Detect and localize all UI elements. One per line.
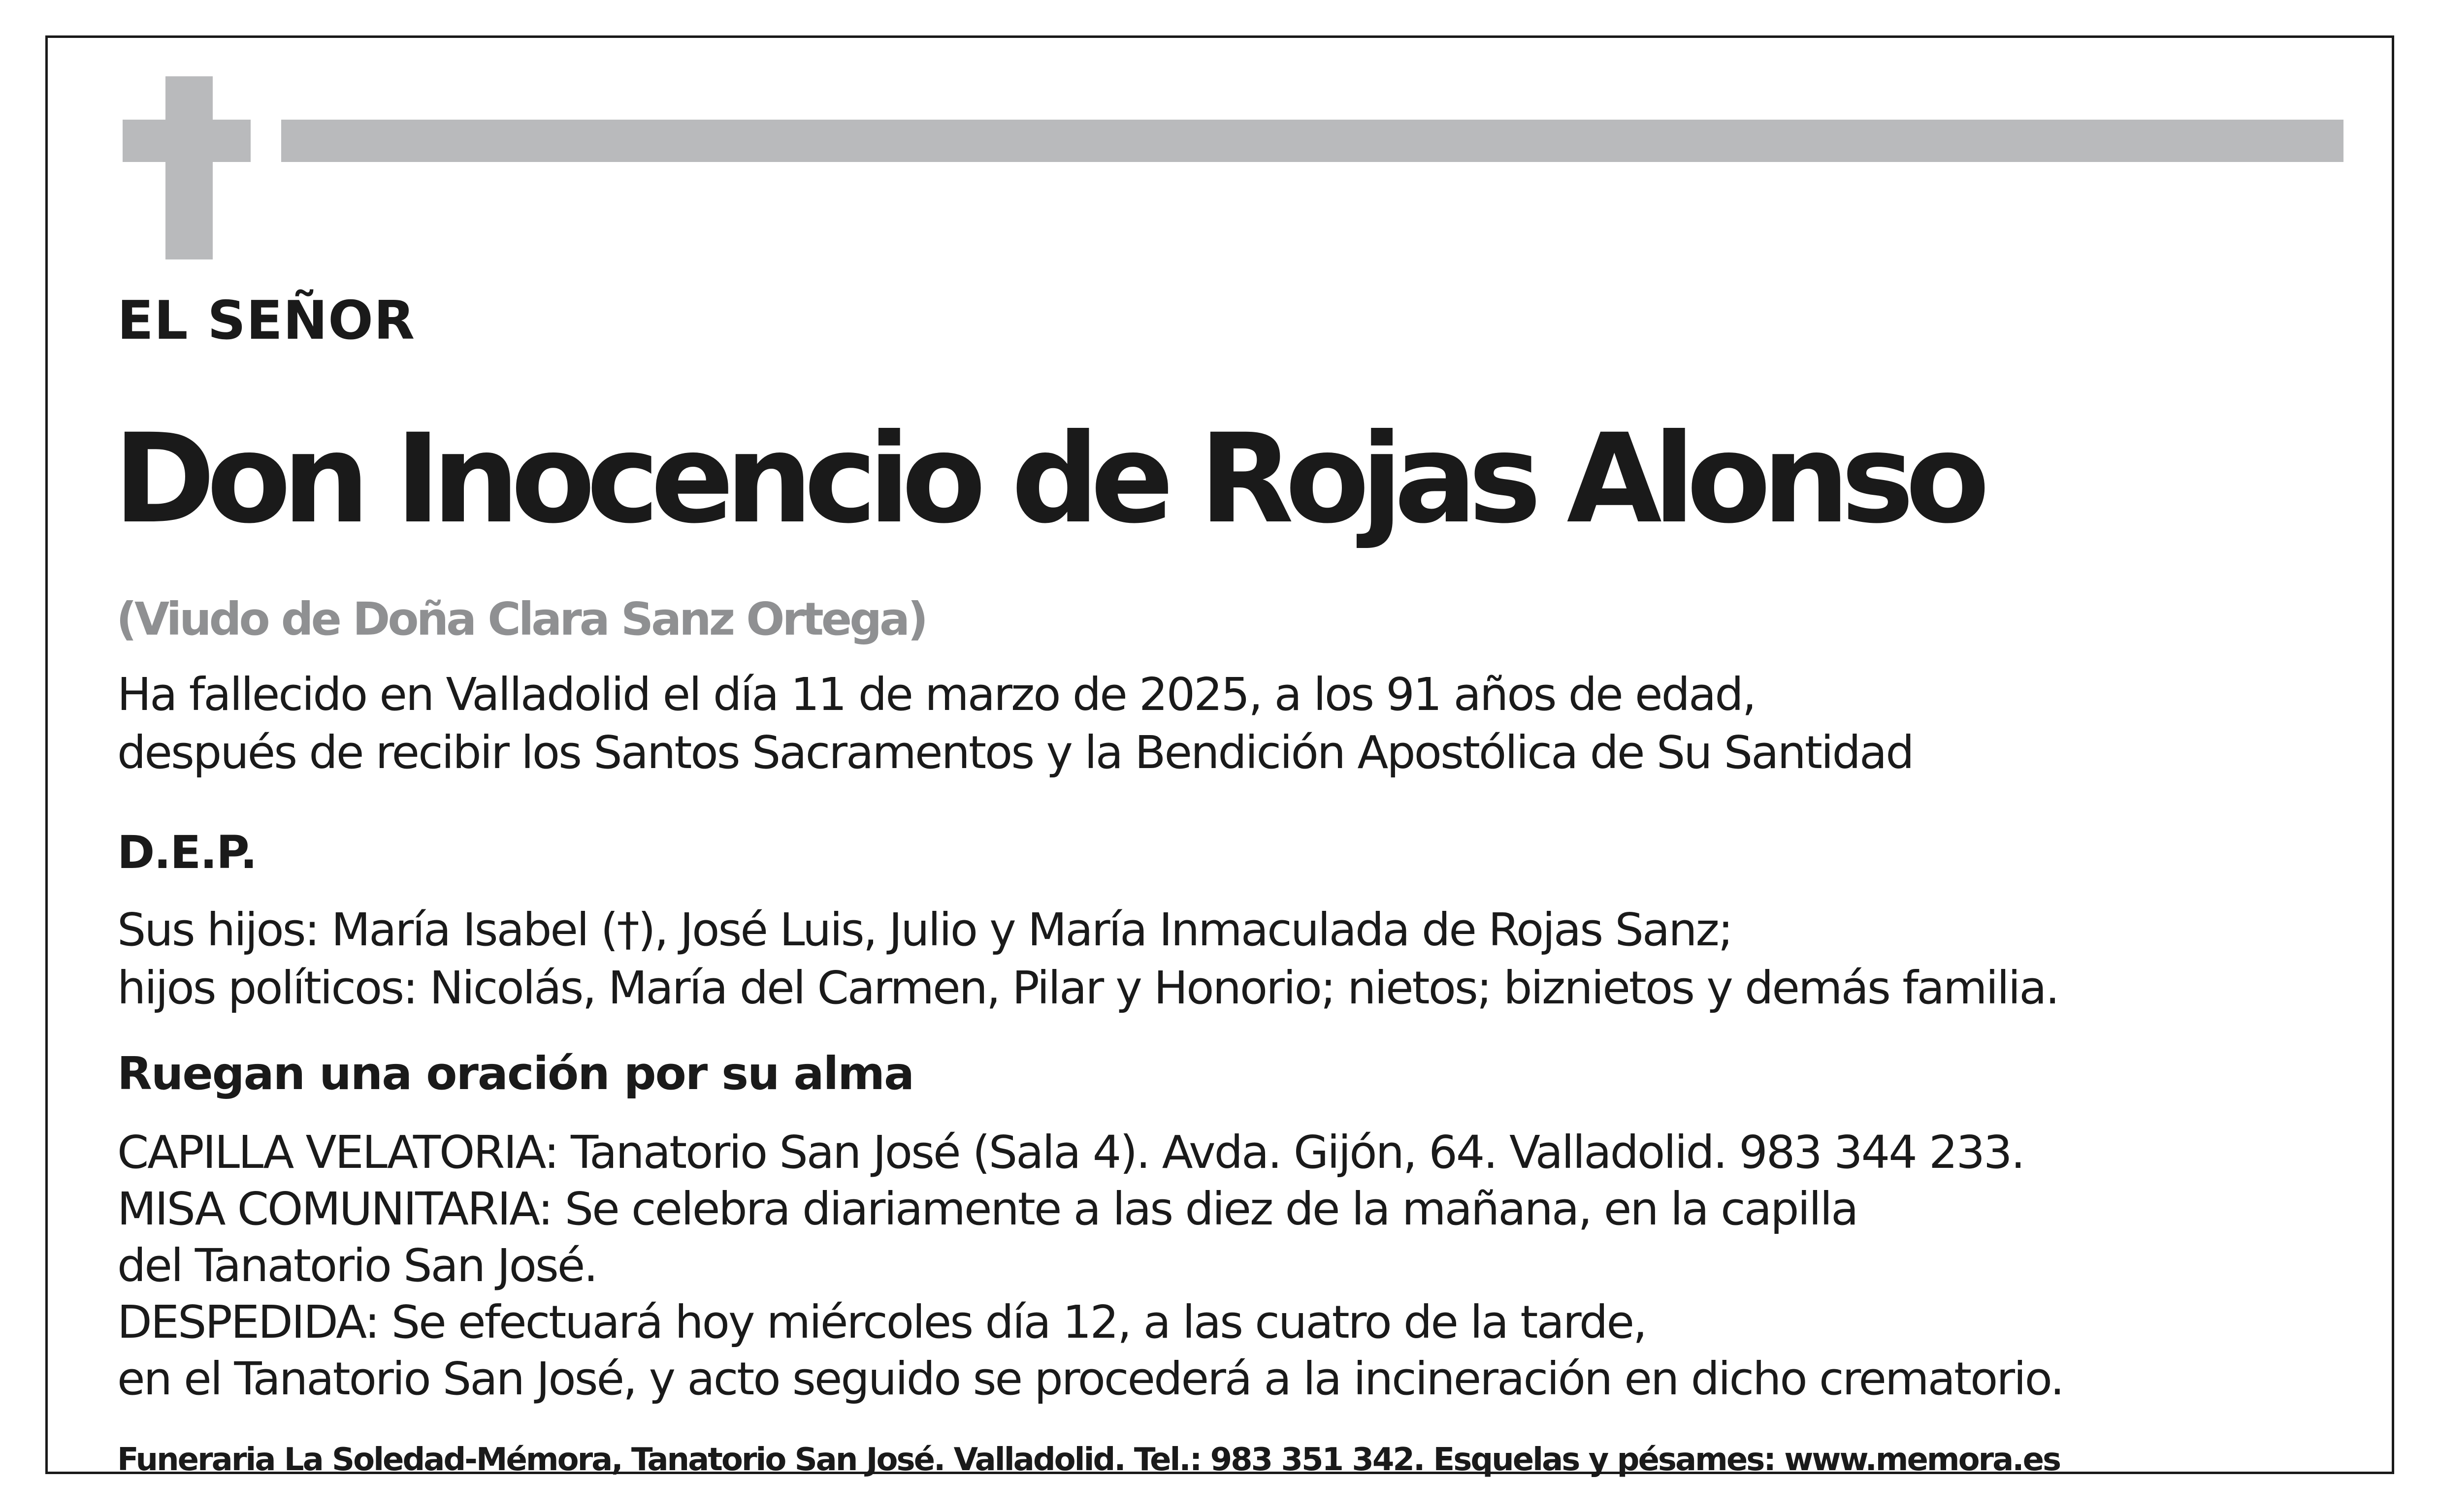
honorific: EL SEÑOR bbox=[117, 290, 416, 352]
deceased-name: Don Inocencio de Rojas Alonso bbox=[113, 407, 1981, 550]
widow-note: (Viudo de Doña Clara Sanz Ortega) bbox=[116, 593, 926, 645]
cross-icon bbox=[165, 76, 213, 259]
death-line: después de recibir los Santos Sacramentos y la Bendición Apostólica de Su Santidad bbox=[117, 726, 1913, 779]
header-rule bbox=[281, 120, 2343, 162]
service-line: en el Tanatorio San José, y acto seguido se procederá a la incineración en dicho crematorio. bbox=[117, 1352, 2063, 1405]
prayer-request: Ruegan una oración por su alma bbox=[117, 1047, 914, 1100]
death-line: Ha fallecido en Valladolid el día 11 de marzo de 2025, a los 91 años de edad, bbox=[117, 668, 1756, 721]
funeral-home-footer: Funeraria La Soledad-Mémora, Tanatorio San José. Valladolid. Tel.: 983 351 342. Esquelas y pésames: www.memora.es bbox=[117, 1442, 2060, 1478]
service-line: CAPILLA VELATORIA: Tanatorio San José (Sala 4). Avda. Gijón, 64. Valladolid. 983 344 233. bbox=[117, 1126, 2024, 1179]
service-line: MISA COMUNITARIA: Se celebra diariamente a las diez de la mañana, en la capilla bbox=[117, 1183, 1857, 1235]
cross-icon-bar bbox=[123, 120, 251, 162]
family-line: hijos políticos: Nicolás, María del Carmen, Pilar y Honorio; nietos; biznietos y demás familia. bbox=[117, 962, 2058, 1014]
service-line: del Tanatorio San José. bbox=[117, 1239, 597, 1292]
service-line: DESPEDIDA: Se efectuará hoy miércoles día 12, a las cuatro de la tarde, bbox=[117, 1296, 1646, 1349]
family-line: Sus hijos: María Isabel (†), José Luis, Julio y María Inmaculada de Rojas Sanz; bbox=[117, 903, 1732, 956]
dep-line: D.E.P. bbox=[117, 826, 257, 879]
